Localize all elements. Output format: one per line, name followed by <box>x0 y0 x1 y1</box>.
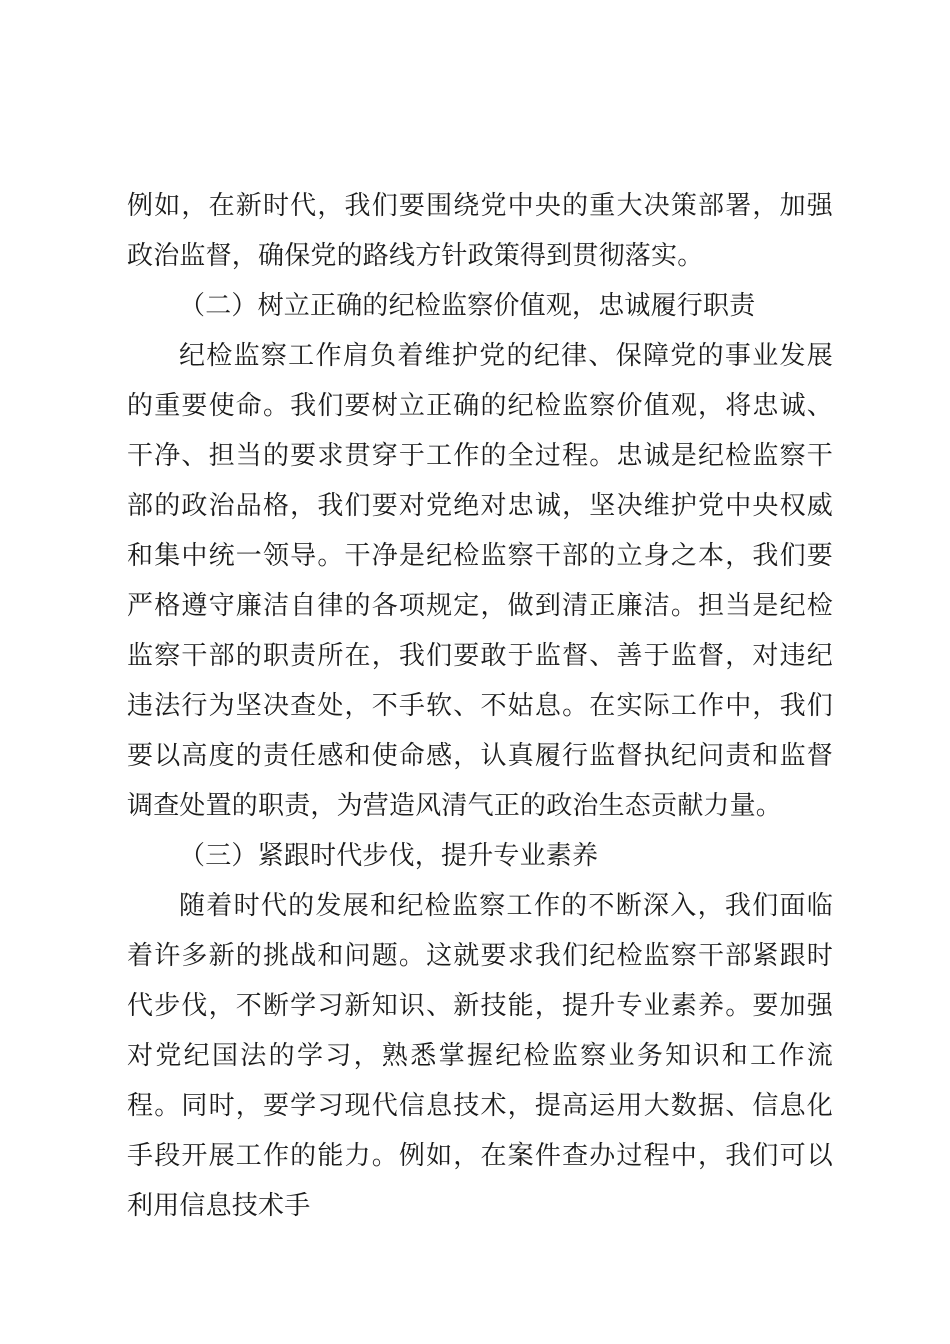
paragraph-continuation: 例如，在新时代，我们要围绕党中央的重大决策部署，加强政治监督，确保党的路线方针政策得到贯彻落实。 <box>127 191 833 271</box>
paragraph-values: 纪检监察工作肩负着维护党的纪律、保障党的事业发展的重要使命。我们要树立正确的纪检监察价值观，将忠诚、干净、担当的要求贯穿于工作的全过程。忠诚是纪检监察干部的政治品格，我们要对党绝对忠诚，坚决维护党中央权威和集中统一领导。干净是纪检监察干部的立身之本，我们要严格遵守廉洁自律的各项规定，做到清正廉洁。担当是纪检监察干部的职责所在，我们要敢于监督、善于监督，对违纪违法行为坚决查处，不手软、不姑息。在实际工作中，我们要以高度的责任感和使命感，认真履行监督执纪问责和监督调查处置的职责，为营造风清气正的政治生态贡献力量。 <box>127 341 833 821</box>
section-heading-3: （三）紧跟时代步伐，提升专业素养 <box>179 841 599 871</box>
section-heading-2: （二）树立正确的纪检监察价值观，忠诚履行职责 <box>179 291 756 321</box>
document-body <box>127 181 833 1231</box>
paragraph-professional: 随着时代的发展和纪检监察工作的不断深入，我们面临着许多新的挑战和问题。这就要求我们纪检监察干部紧跟时代步伐，不断学习新知识、新技能，提升专业素养。要加强对党纪国法的学习，熟悉掌握纪检监察业务知识和工作流程。同时，要学习现代信息技术，提高运用大数据、信息化手段开展工作的能力。例如，在案件查办过程中，我们可以利用信息技术手 <box>127 891 833 1221</box>
